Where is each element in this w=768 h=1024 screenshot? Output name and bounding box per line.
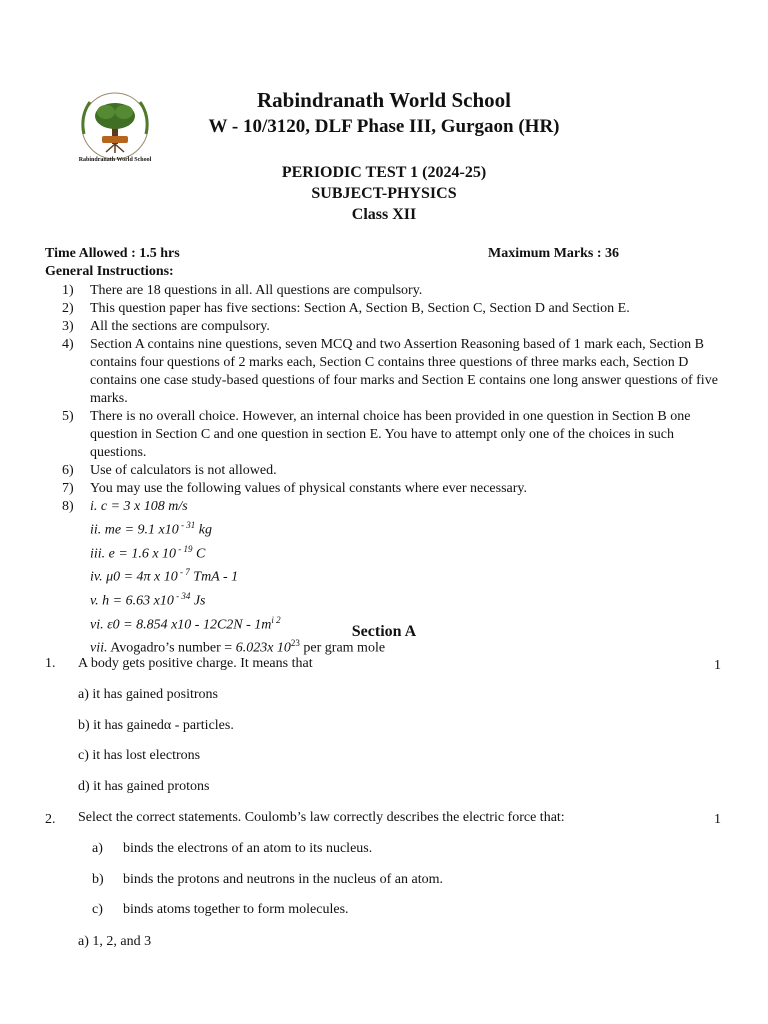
statement-label: a)	[92, 841, 103, 856]
subject-title: SUBJECT-PHYSICS	[311, 185, 457, 202]
answer-option: a) 1, 2, and 3	[78, 934, 152, 949]
answer-option: c) it has lost electrons	[78, 748, 201, 763]
constants-item: 8) i. c = 3 x 108 m/s ii. me = 9.1 x10 $^{- 31}$ kg iii. e = 1.6 x 10 $^{- 19}$ C iv. μ0 = 4π x 10 $^{- 7}$ TmA - 1 v. h = 6.63 x10 $^{- 34}$ Js vi. ε0 = 8.854 $x10 - 12C2N - 1m^{i 2}$ vii. Avogadro’s number = 6.023x $10^{23}$ per gram mole	[62, 498, 722, 658]
maximum-marks: Maximum Marks : 36	[488, 246, 620, 261]
constant-c: i. c = 3 x 108 m/s	[90, 499, 188, 514]
instruction-item: 6) Use of calculators is not allowed.	[62, 463, 277, 478]
school-address: W - 10/3120, DLF Phase III, Gurgaon (HR)	[208, 116, 560, 137]
instruction-item: 3) All the sections are compulsory.	[62, 319, 270, 334]
instruction-item: 4) Section A contains nine questions, seven MCQ and two Assertion Reasoning based of 1 mark each, Section B contains four questions of 2 marks each, Section C contains three questions of three marks each, Section D contains one case study-based questions of four marks and Section E contains one long answer questions of five marks.	[62, 337, 718, 406]
instructions-list	[62, 282, 722, 658]
constant-mu0: iv. μ0 = 4π x 10 $^{- 7}$ TmA - 1	[90, 567, 239, 585]
section-a-heading: Section A	[351, 623, 417, 640]
school-name: Rabindranath World School	[256, 88, 512, 112]
question-marks: 1	[714, 658, 721, 673]
question-number: 1.	[45, 656, 56, 671]
logo-caption: Rabindranath World School	[78, 157, 152, 163]
statement-text: binds atoms together to form molecules.	[123, 902, 349, 917]
constant-e: iii. e = 1.6 x 10 $^{- 19}$ C	[90, 543, 206, 562]
instruction-item: 5) There is no overall choice. However, an internal choice has been provided in one question in Section B one question in Section C and one question in section E. You have to attempt only one of the choices in such questions.	[62, 409, 691, 460]
statement-label: b)	[92, 872, 104, 887]
constant-h: v. h = 6.63 x10 $^{- 34}$ Js	[90, 590, 206, 609]
constant-epsilon0: vi. ε0 = 8.854 $x10 - 12C2N - 1m^{i 2}$	[90, 614, 281, 633]
constant-me: ii. me = 9.1 x10 $^{- 31}$ kg	[90, 520, 212, 538]
time-allowed: Time Allowed : 1.5 hrs	[45, 246, 180, 261]
statement-text: binds the protons and neutrons in the nucleus of an atom.	[123, 872, 443, 887]
instruction-item: 7) You may use the following values of physical constants where ever necessary.	[62, 481, 528, 496]
answer-option: d) it has gained protons	[78, 779, 210, 794]
class-title: Class XII	[351, 206, 417, 223]
answer-option: a) it has gained positrons	[78, 687, 218, 702]
statement-label: c)	[92, 902, 103, 917]
instruction-item: 1) There are 18 questions in all. All questions are compulsory.	[62, 283, 423, 298]
instruction-item: 2) This question paper has five sections: Section A, Section B, Section C, Section D and Section E.	[62, 301, 630, 316]
test-title: PERIODIC TEST 1 (2024-25)	[281, 164, 487, 181]
question-text: Select the correct statements. Coulomb’s law correctly describes the electric force that:	[78, 810, 565, 825]
question-number: 2.	[45, 812, 56, 827]
question-text: A body gets positive charge. It means that	[78, 656, 313, 671]
answer-option: b) it has gainedα - particles.	[78, 718, 234, 733]
constant-avogadro: vii. Avogadro’s number = 6.023x $10^{23}$ per gram mole	[90, 638, 386, 656]
instructions-heading: General Instructions:	[45, 264, 174, 279]
question-marks: 1	[714, 812, 721, 827]
statement-text: binds the electrons of an atom to its nucleus.	[123, 841, 373, 856]
